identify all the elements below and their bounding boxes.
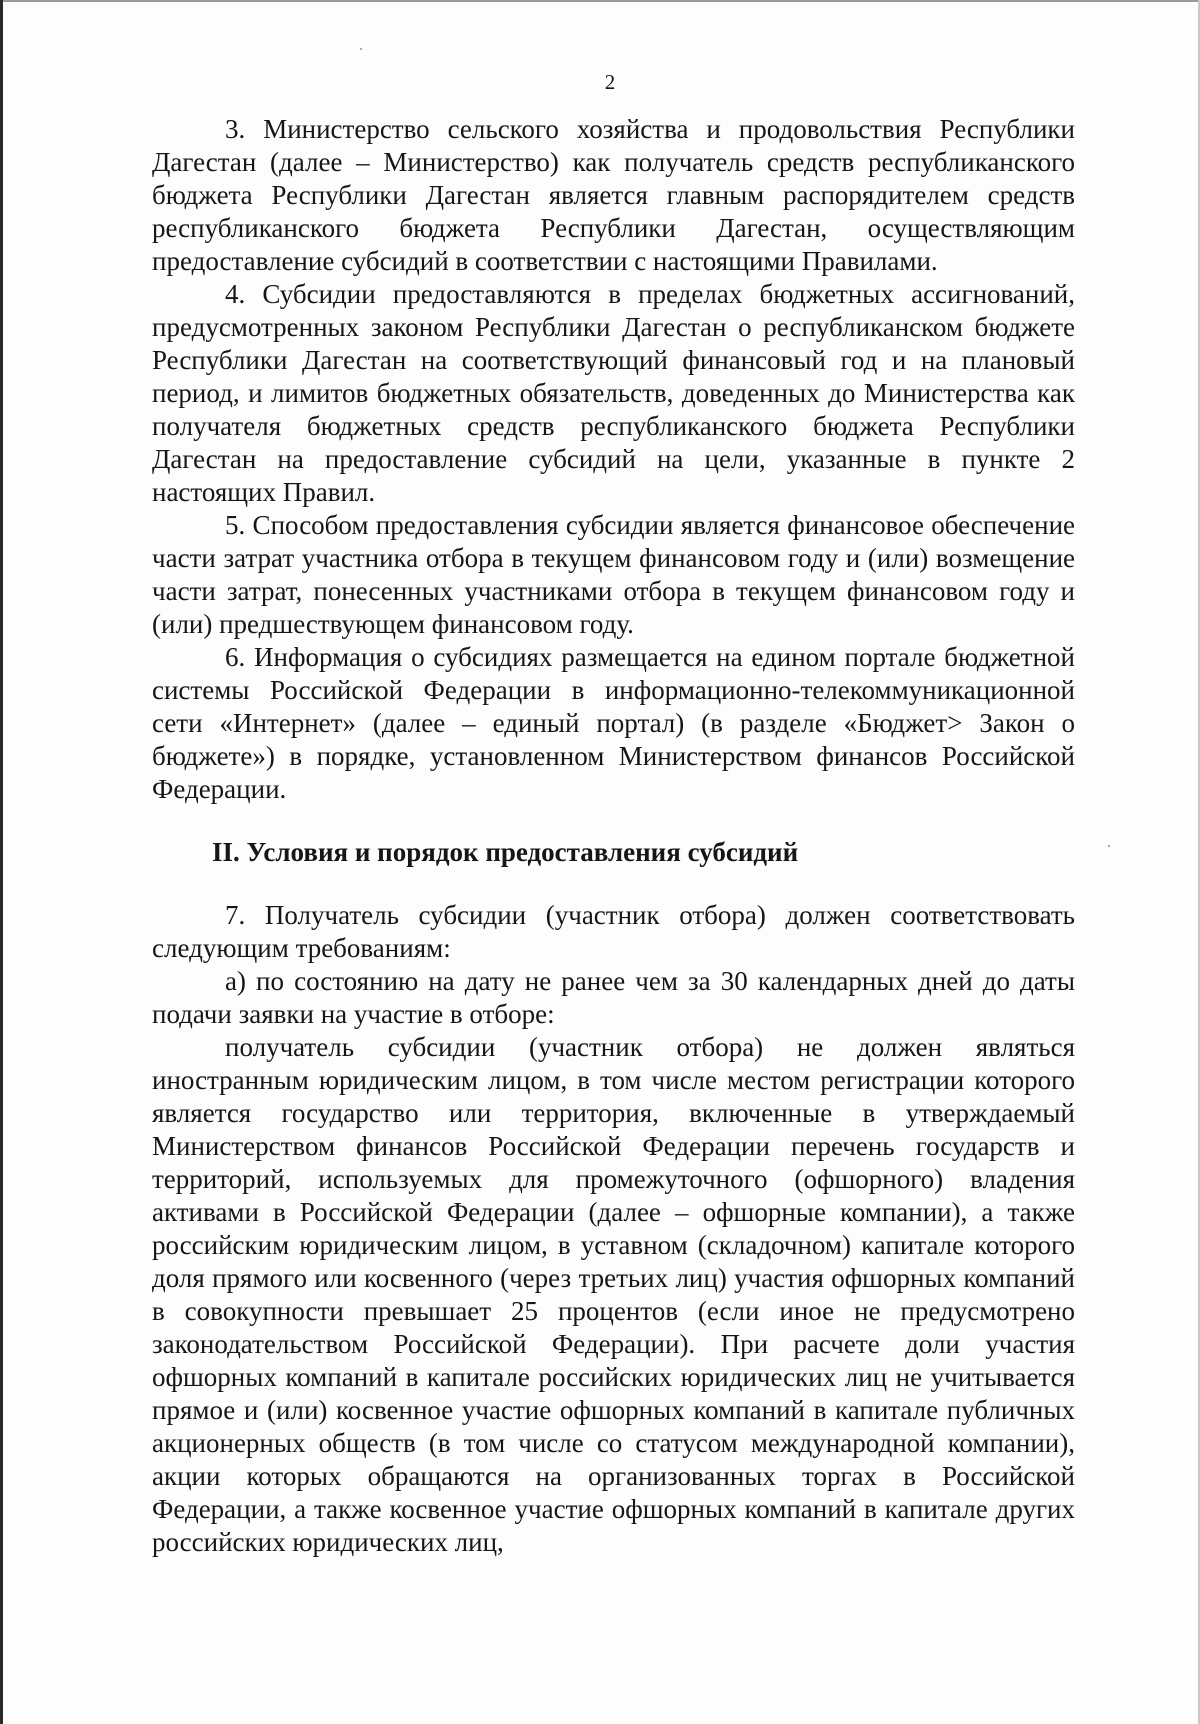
paragraph-3: 3. Министерство сельского хозяйства и продовольствия Республики Дагестан (далее – Министерство) как получатель средств республиканского бюджета Республики Дагестан является главным распорядителем средств республиканского бюджета Республики Дагестан, осуществляющим предоставление субсидий в соответствии с настоящими Правилами. <box>152 114 1075 276</box>
scan-edge-left <box>0 0 3 1724</box>
scan-speck <box>1108 845 1110 847</box>
page-number: 2 <box>604 70 616 94</box>
paragraph-6: 6. Информация о субсидиях размещается на едином портале бюджетной системы Российской Федерации в информационно-телекоммуникационной сети «Интернет» (далее – единый портал) (в разделе «Бюджет> Закон о бюджете») в порядке, установленном Министерством финансов Российской Федерации. <box>152 642 1075 804</box>
paragraph-7a: а) по состоянию на дату не ранее чем за 30 календарных дней до даты подачи заявки на участие в отборе: <box>152 966 1075 1029</box>
paragraph-7a-text: получатель субсидии (участник отбора) не должен являться иностранным юридическим лицом, в том числе местом регистрации которого является государство или территория, включенные в утверждаемый Министерством финансов Российской Федерации перечень государств и территорий, используемых для промежуточного (офшорного) владения активами в Российской Федерации (далее – офшорные компании), а также российским юридическим лицом, в уставном (складочном) капитале которого доля прямого или косвенного (через третьих лиц) участия офшорных компаний в совокупности превышает 25 процентов (если иное не предусмотрено законодательством Российской Федерации). При расчете доли участия офшорных компаний в капитале российских юридических лиц не учитывается прямое и (или) косвенное участие офшорных компаний в капитале публичных акционерных обществ (в том числе со статусом международной компании), акции которых обращаются на организованных торгах в Российской Федерации, а также косвенное участие офшорных компаний в капитале других российских юридических лиц, <box>152 1032 1075 1557</box>
scan-speck <box>360 48 362 50</box>
paragraph-7: 7. Получатель субсидии (участник отбора) должен соответствовать следующим требованиям: <box>152 900 1075 963</box>
section-heading: II. Условия и порядок предоставления субсидий <box>212 837 799 867</box>
scan-edge-top <box>0 0 1200 2</box>
paragraph-4: 4. Субсидии предоставляются в пределах бюджетных ассигнований, предусмотренных законом Республики Дагестан о республиканском бюджете Республики Дагестан на соответствующий финансовый год и на плановый период, и лимитов бюджетных обязательств, доведенных до Министерства как получателя бюджетных средств республиканского бюджета Республики Дагестан на предоставление субсидий на цели, указанные в пункте 2 настоящих Правил. <box>152 279 1075 507</box>
paragraph-5: 5. Способом предоставления субсидии является финансовое обеспечение части затрат участника отбора в текущем финансовом году и (или) возмещение части затрат, понесенных участниками отбора в текущем финансовом году и (или) предшествующем финансовом году. <box>152 510 1075 639</box>
document-body <box>152 113 1075 1559</box>
